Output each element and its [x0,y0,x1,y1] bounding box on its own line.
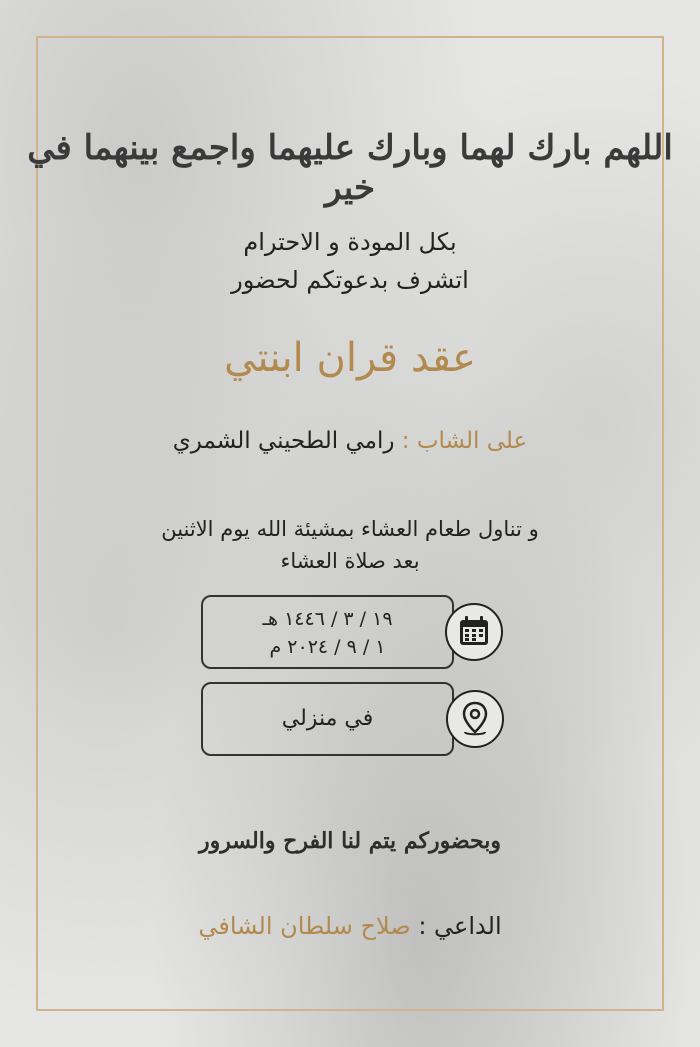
groom-label: على الشاب [416,428,528,454]
location-box [201,682,454,756]
location-text: في منزلي [281,706,374,731]
host-name: صلاح سلطان الشافي [198,912,411,940]
groom-separator: : [401,428,410,454]
date-box [201,595,454,669]
calendar-icon [445,603,503,661]
dinner-line-2: بعد صلاة العشاء [280,549,420,573]
host-label: الداعي [434,912,502,940]
gregorian-date: ١ / ٩ / ٢٠٢٤ م [269,636,386,658]
dinner-line-1: و تناول طعام العشاء بمشيئة الله يوم الاثنين [161,517,539,541]
intro-line-2: اتشرف بدعوتكم لحضور [231,266,469,294]
blessing-calligraphy: اللهم بارك لهما وبارك عليهما واجمع بينهما في خير [27,128,673,208]
groom-row [0,428,700,454]
event-title: عقد قران ابنتي [224,335,476,381]
host-separator: : [418,912,427,940]
intro-line-1: بكل المودة و الاحترام [243,228,457,256]
map-pin-icon [446,690,504,748]
closing-calligraphy: وبحضوركم يتم لنا الفرح والسرور [199,828,501,854]
hijri-date: ١٩ / ٣ / ١٤٤٦ هـ [262,608,393,630]
host-row [0,912,700,940]
groom-name: رامي الطحيني الشمري [172,428,395,454]
